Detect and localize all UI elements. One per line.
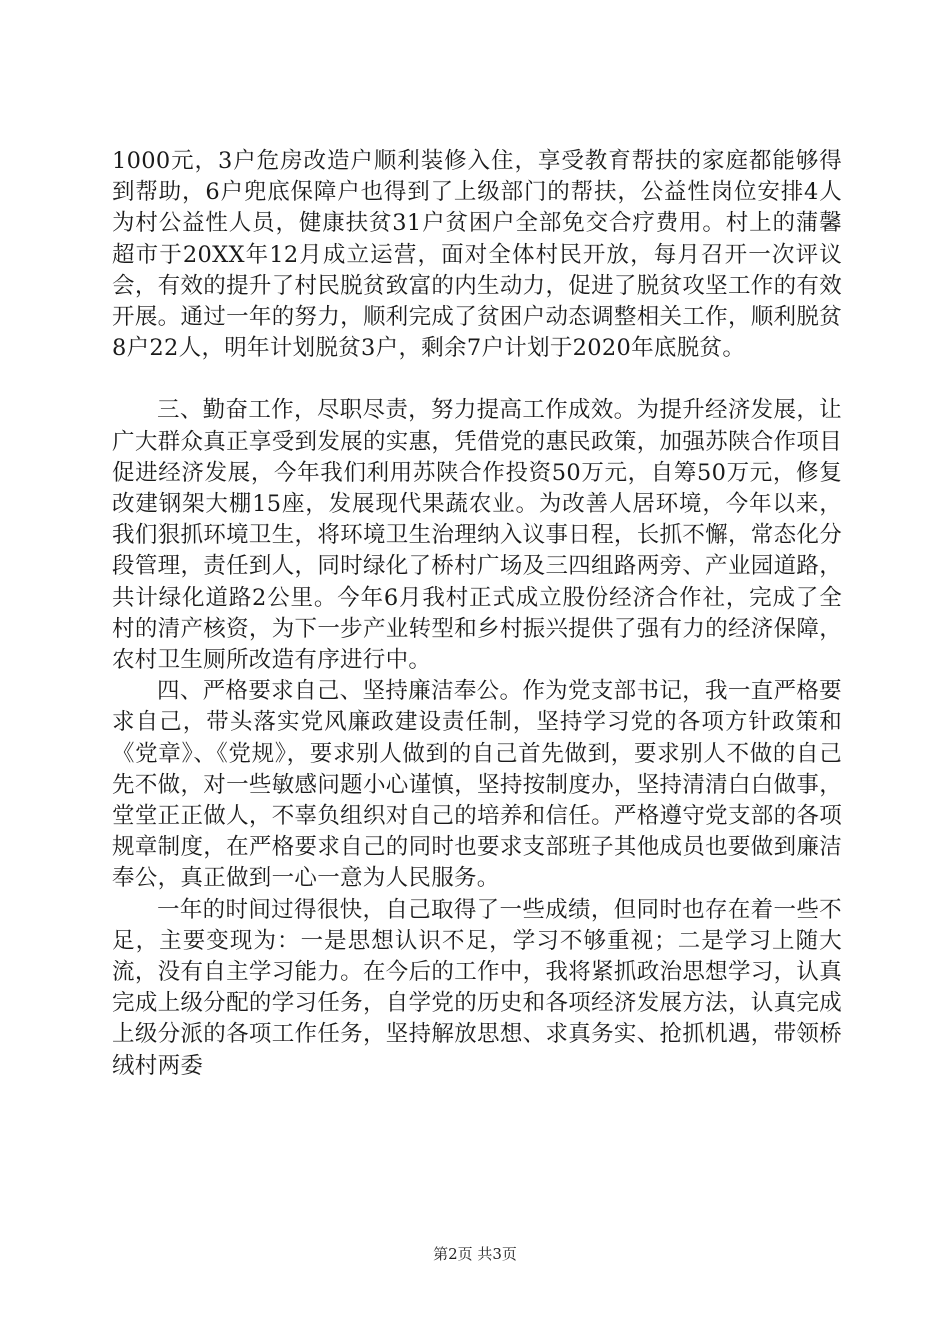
- page-footer: 第2页 共3页: [433, 1245, 517, 1263]
- paragraph-section-four: 四、严格要求自己、坚持廉洁奉公。作为党支部书记，我一直严格要求自己，带头落实党风廉政建设责任制，坚持学习党的各项方针政策和《党章》、《党规》，要求别人做到的自己首先做到，要求别人不做的自己先不做，对一些敏感问题小心谨慎，坚持按制度办，坚持清清白白做事，堂堂正正做人，不辜负组织对自己的培养和信任。严格遵守党支部的各项规章制度，在严格要求自己的同时也要求支部班子其他成员也要做到廉洁奉公，真正做到一心一意为人民服务。: [112, 678, 842, 892]
- document-body: [112, 146, 842, 1082]
- paragraph-section-three: 三、勤奋工作，尽职尽责，努力提高工作成效。为提升经济发展，让广大群众真正享受到发展的实惠，凭借党的惠民政策，加强苏陕合作项目促进经济发展，今年我们利用苏陕合作投资50万元，自筹50万元，修复改建钢架大棚15座，发展现代果蔬农业。为改善人居环境，今年以来，我们狠抓环境卫生，将环境卫生治理纳入议事日程，长抓不懈，常态化分段管理，责任到人，同时绿化了桥村广场及三四组路两旁、产业园道路，共计绿化道路2公里。今年6月我村正式成立股份经济合作社，完成了全村的清产核资，为下一步产业转型和乡村振兴提供了强有力的经济保障，农村卫生厕所改造有序进行中。: [112, 397, 842, 674]
- paragraph-spacer: [112, 364, 842, 395]
- paragraph-shortcomings: 一年的时间过得很快，自己取得了一些成绩，但同时也存在着一些不足，主要变现为：一是思想认识不足，学习不够重视；二是学习上随大流，没有自主学习能力。在今后的工作中，我将紧抓政治思想学习，认真完成上级分配的学习任务，自学党的历史和各项经济发展方法，认真完成上级分派的各项工作任务，坚持解放思想、求真务实、抢抓机遇，带领桥绒村两委: [112, 896, 842, 1079]
- paragraph-poverty-relief-continued: 1000元，3户危房改造户顺利装修入住，享受教育帮扶的家庭都能够得到帮助，6户兜底保障户也得到了上级部门的帮扶，公益性岗位安排4人为村公益性人员，健康扶贫31户贫困户全部免交合疗费用。村上的蒲馨超市于20XX年12月成立运营，面对全体村民开放，每月召开一次评议会，有效的提升了村民脱贫致富的内生动力，促进了脱贫攻坚工作的有效开展。通过一年的努力，顺利完成了贫困户动态调整相关工作，顺利脱贫8户22人，明年计划脱贫3户，剩余7户计划于2020年底脱贫。: [112, 148, 842, 362]
